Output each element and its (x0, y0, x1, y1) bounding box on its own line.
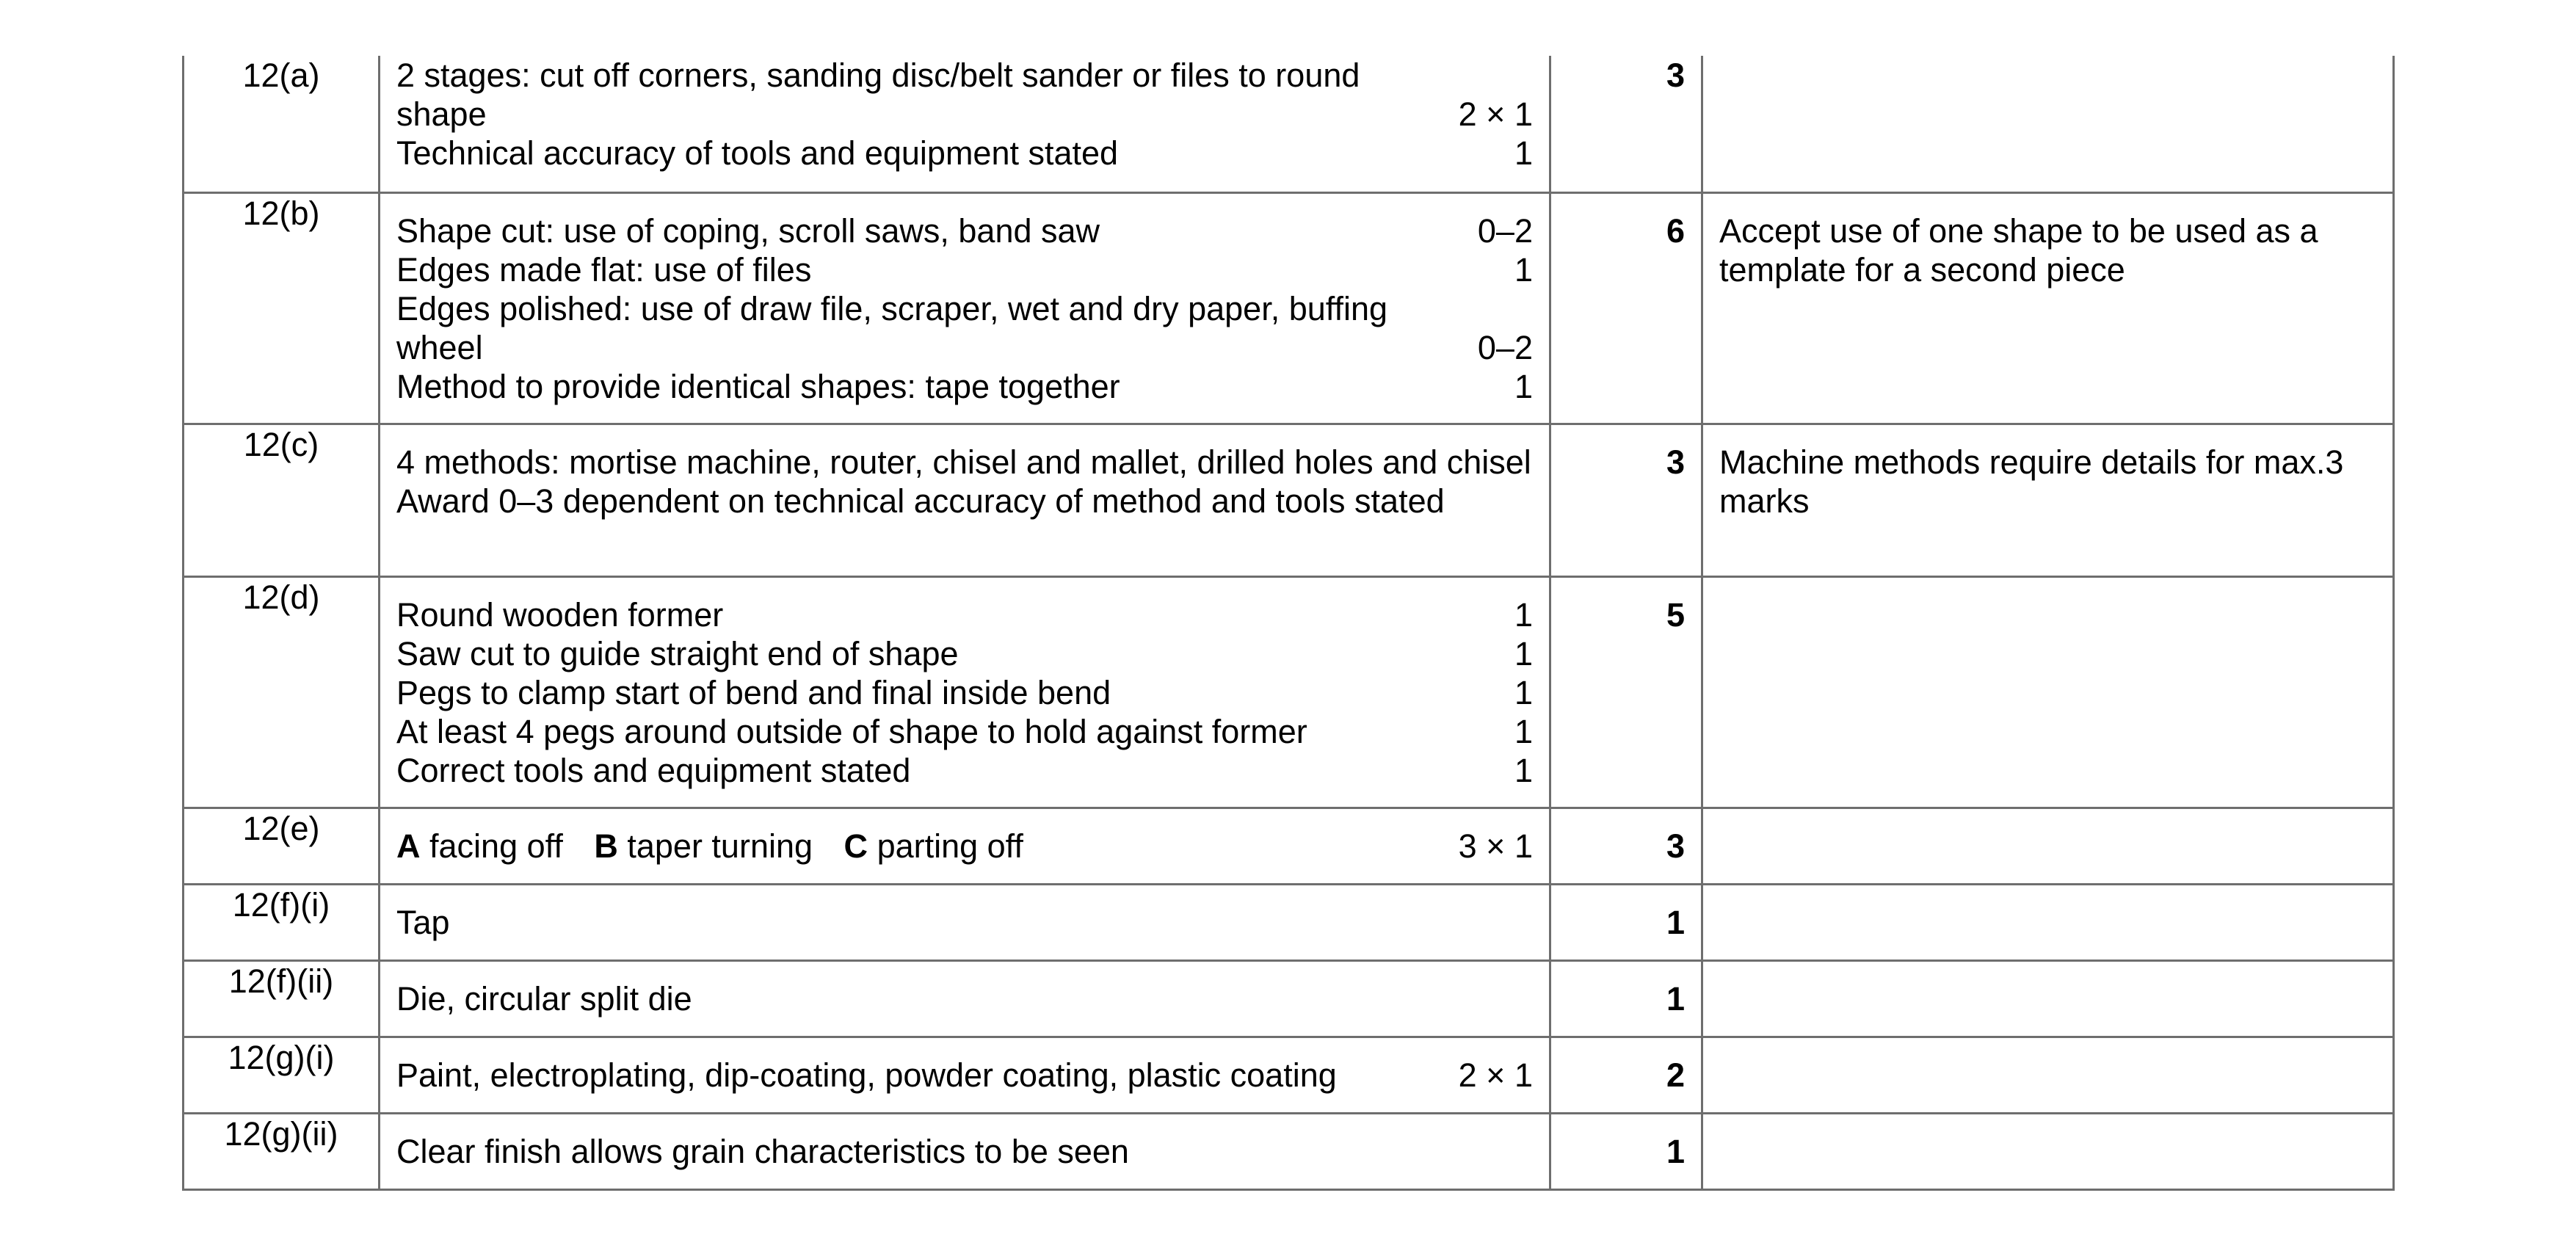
marks-cell: 1 (1550, 884, 1702, 960)
answer-line (396, 827, 1533, 866)
answer-text: Edges made flat: use of files (396, 250, 812, 289)
answer-line (396, 595, 1533, 634)
part-text: facing off (429, 827, 563, 865)
marks-cell: 2 (1550, 1037, 1702, 1113)
table-row (184, 424, 2394, 576)
question-number: 12(f)(ii) (184, 960, 380, 1037)
answer-text: Clear finish allows grain characteristics to be seen (396, 1132, 1129, 1170)
answer-mark: 0–2 (1477, 211, 1533, 250)
answer-text: Round wooden former (396, 595, 724, 634)
answer-text: 2 stages: cut off corners, sanding disc/belt sander or files to round shape (396, 57, 1360, 133)
question-number: 12(b) (184, 192, 380, 424)
table-row (184, 960, 2394, 1037)
table-row (184, 56, 2394, 192)
answer-cell (380, 1113, 1550, 1189)
answer-text: Tap (396, 903, 450, 941)
answer-text: Correct tools and equipment stated (396, 751, 911, 789)
answer-cell (380, 808, 1550, 884)
question-number: 12(f)(i) (184, 884, 380, 960)
table-row (184, 1113, 2394, 1189)
answer-text: Award 0–3 dependent on technical accuracy of method and tools stated (396, 482, 1445, 520)
guidance-cell: Accept use of one shape to be used as a template for a second piece (1702, 192, 2394, 424)
answer-mark: 1 (1514, 134, 1533, 172)
answer-line (396, 367, 1533, 406)
marks-cell: 6 (1550, 192, 1702, 424)
guidance-cell (1702, 808, 2394, 884)
answer-mark: 2 × 1 (1458, 1056, 1533, 1094)
answer-text: Die, circular split die (396, 979, 692, 1017)
marks-cell: 3 (1550, 808, 1702, 884)
answer-mark: 1 (1514, 673, 1533, 711)
answer-cell (380, 884, 1550, 960)
guidance-cell (1702, 960, 2394, 1037)
guidance-cell (1702, 56, 2394, 192)
answer-mark: 0–2 (1477, 328, 1533, 366)
answer-mark: 1 (1514, 250, 1533, 289)
table-row (184, 192, 2394, 424)
answer-line (396, 751, 1533, 790)
marks-cell: 3 (1550, 424, 1702, 576)
question-number: 12(e) (184, 808, 380, 884)
question-number: 12(g)(i) (184, 1037, 380, 1113)
part-text: taper turning (627, 827, 813, 865)
question-number: 12(d) (184, 576, 380, 808)
answer-text: Technical accuracy of tools and equipment stated (396, 134, 1119, 172)
answer-text: 4 methods: mortise machine, router, chisel and mallet, drilled holes and chisel (396, 443, 1531, 481)
answer-line (396, 289, 1533, 367)
question-number: 12(a) (184, 56, 380, 192)
answer-parts (396, 827, 1429, 866)
answer-mark: 3 × 1 (1458, 827, 1533, 865)
table-row (184, 1037, 2394, 1113)
answer-text: Shape cut: use of coping, scroll saws, band saw (396, 211, 1100, 250)
answer-line (396, 712, 1533, 751)
answer-cell (380, 424, 1550, 576)
answer-mark: 2 × 1 (1458, 95, 1533, 133)
answer-line (396, 979, 1533, 1018)
table-row (184, 884, 2394, 960)
marks-cell: 1 (1550, 960, 1702, 1037)
question-number: 12(c) (184, 424, 380, 576)
answer-text: Pegs to clamp start of bend and final inside bend (396, 673, 1111, 711)
answer-line (396, 482, 1533, 520)
answer-mark: 1 (1514, 712, 1533, 750)
answer-mark: 1 (1514, 595, 1533, 634)
answer-mark: 1 (1514, 634, 1533, 672)
answer-text: Saw cut to guide straight end of shape (396, 634, 959, 672)
answer-line (396, 56, 1533, 134)
guidance-cell (1702, 1113, 2394, 1189)
answer-text: Method to provide identical shapes: tape together (396, 367, 1120, 405)
answer-line (396, 1056, 1533, 1095)
answer-line (396, 903, 1533, 942)
part-label: B (594, 827, 618, 865)
marks-cell: 3 (1550, 56, 1702, 192)
part-label: C (843, 827, 868, 865)
marks-cell: 1 (1550, 1113, 1702, 1189)
mark-scheme-table (182, 56, 2395, 1191)
marks-cell: 5 (1550, 576, 1702, 808)
answer-cell (380, 56, 1550, 192)
guidance-cell (1702, 1037, 2394, 1113)
answer-cell (380, 960, 1550, 1037)
part-label: A (396, 827, 421, 865)
answer-cell (380, 576, 1550, 808)
answer-cell (380, 192, 1550, 424)
table-row (184, 808, 2394, 884)
guidance-cell (1702, 884, 2394, 960)
answer-line (396, 211, 1533, 250)
answer-text: Edges polished: use of draw file, scraper, wet and dry paper, buffing wheel (396, 289, 1387, 366)
answer-line (396, 634, 1533, 673)
table-row (184, 576, 2394, 808)
answer-text: At least 4 pegs around outside of shape to hold against former (396, 712, 1307, 750)
part-text: parting off (877, 827, 1023, 865)
answer-line (396, 1132, 1533, 1171)
answer-text: Paint, electroplating, dip-coating, powder coating, plastic coating (396, 1056, 1337, 1094)
question-number: 12(g)(ii) (184, 1113, 380, 1189)
answer-line (396, 673, 1533, 712)
guidance-cell (1702, 576, 2394, 808)
answer-line (396, 250, 1533, 289)
answer-cell (380, 1037, 1550, 1113)
answer-line (396, 134, 1533, 173)
mark-scheme-page (182, 56, 2392, 1191)
answer-line (396, 443, 1533, 482)
answer-mark: 1 (1514, 367, 1533, 405)
guidance-cell: Machine methods require details for max.3 marks (1702, 424, 2394, 576)
answer-mark: 1 (1514, 751, 1533, 789)
